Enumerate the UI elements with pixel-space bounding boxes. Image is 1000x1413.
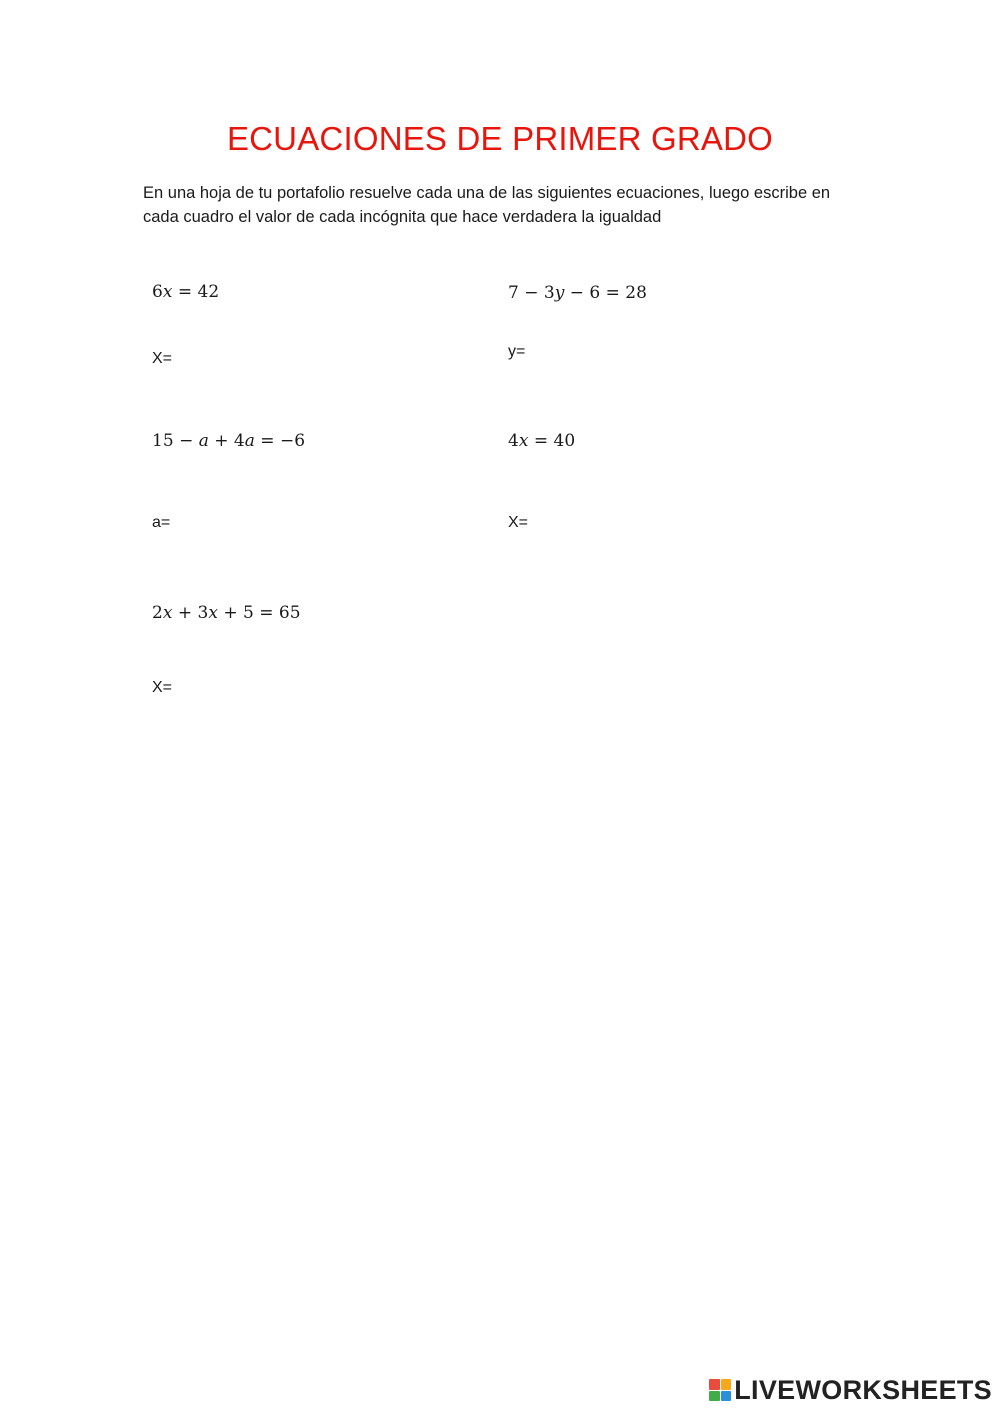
- instructions-text: En una hoja de tu portafolio resuelve cada una de las siguientes ecuaciones, luego escribe en cada cuadro el valor de cada incógnita que hace verdadera la igualdad: [143, 184, 831, 226]
- answer-label-4: X=: [508, 514, 529, 532]
- equation-4: 4x = 40: [508, 431, 576, 451]
- liveworksheets-logo: [709, 1374, 992, 1405]
- logo-square-green: [709, 1391, 720, 1402]
- logo-text: LIVEWORKSHEETS: [734, 1374, 992, 1405]
- answer-field-5[interactable]: [152, 679, 262, 697]
- answer-input-4[interactable]: [528, 514, 618, 532]
- answer-label-5: X=: [152, 679, 173, 697]
- answer-input-5[interactable]: [172, 679, 262, 697]
- answer-input-3[interactable]: [170, 514, 260, 532]
- answer-field-1[interactable]: [152, 350, 262, 368]
- answer-field-3[interactable]: [152, 514, 260, 532]
- answer-label-3: a=: [152, 514, 171, 532]
- equation-2: 7 − 3y − 6 = 28: [508, 283, 647, 303]
- logo-square-red: [709, 1379, 720, 1390]
- answer-field-4[interactable]: [508, 514, 618, 532]
- equation-3: 15 − a + 4a = −6: [152, 431, 306, 451]
- answer-label-2: y=: [508, 343, 526, 361]
- answer-input-2[interactable]: [525, 343, 615, 361]
- answer-field-2[interactable]: [508, 343, 615, 361]
- equation-1: 6x = 42: [152, 282, 220, 302]
- page-title: ECUACIONES DE PRIMER GRADO: [226, 120, 774, 157]
- answer-label-1: X=: [152, 350, 173, 368]
- equation-5: 2x + 3x + 5 = 65: [152, 603, 301, 623]
- liveworksheets-logo-icon: [709, 1379, 731, 1401]
- answer-input-1[interactable]: [172, 350, 262, 368]
- logo-square-blue: [721, 1391, 732, 1402]
- logo-square-orange: [721, 1379, 732, 1390]
